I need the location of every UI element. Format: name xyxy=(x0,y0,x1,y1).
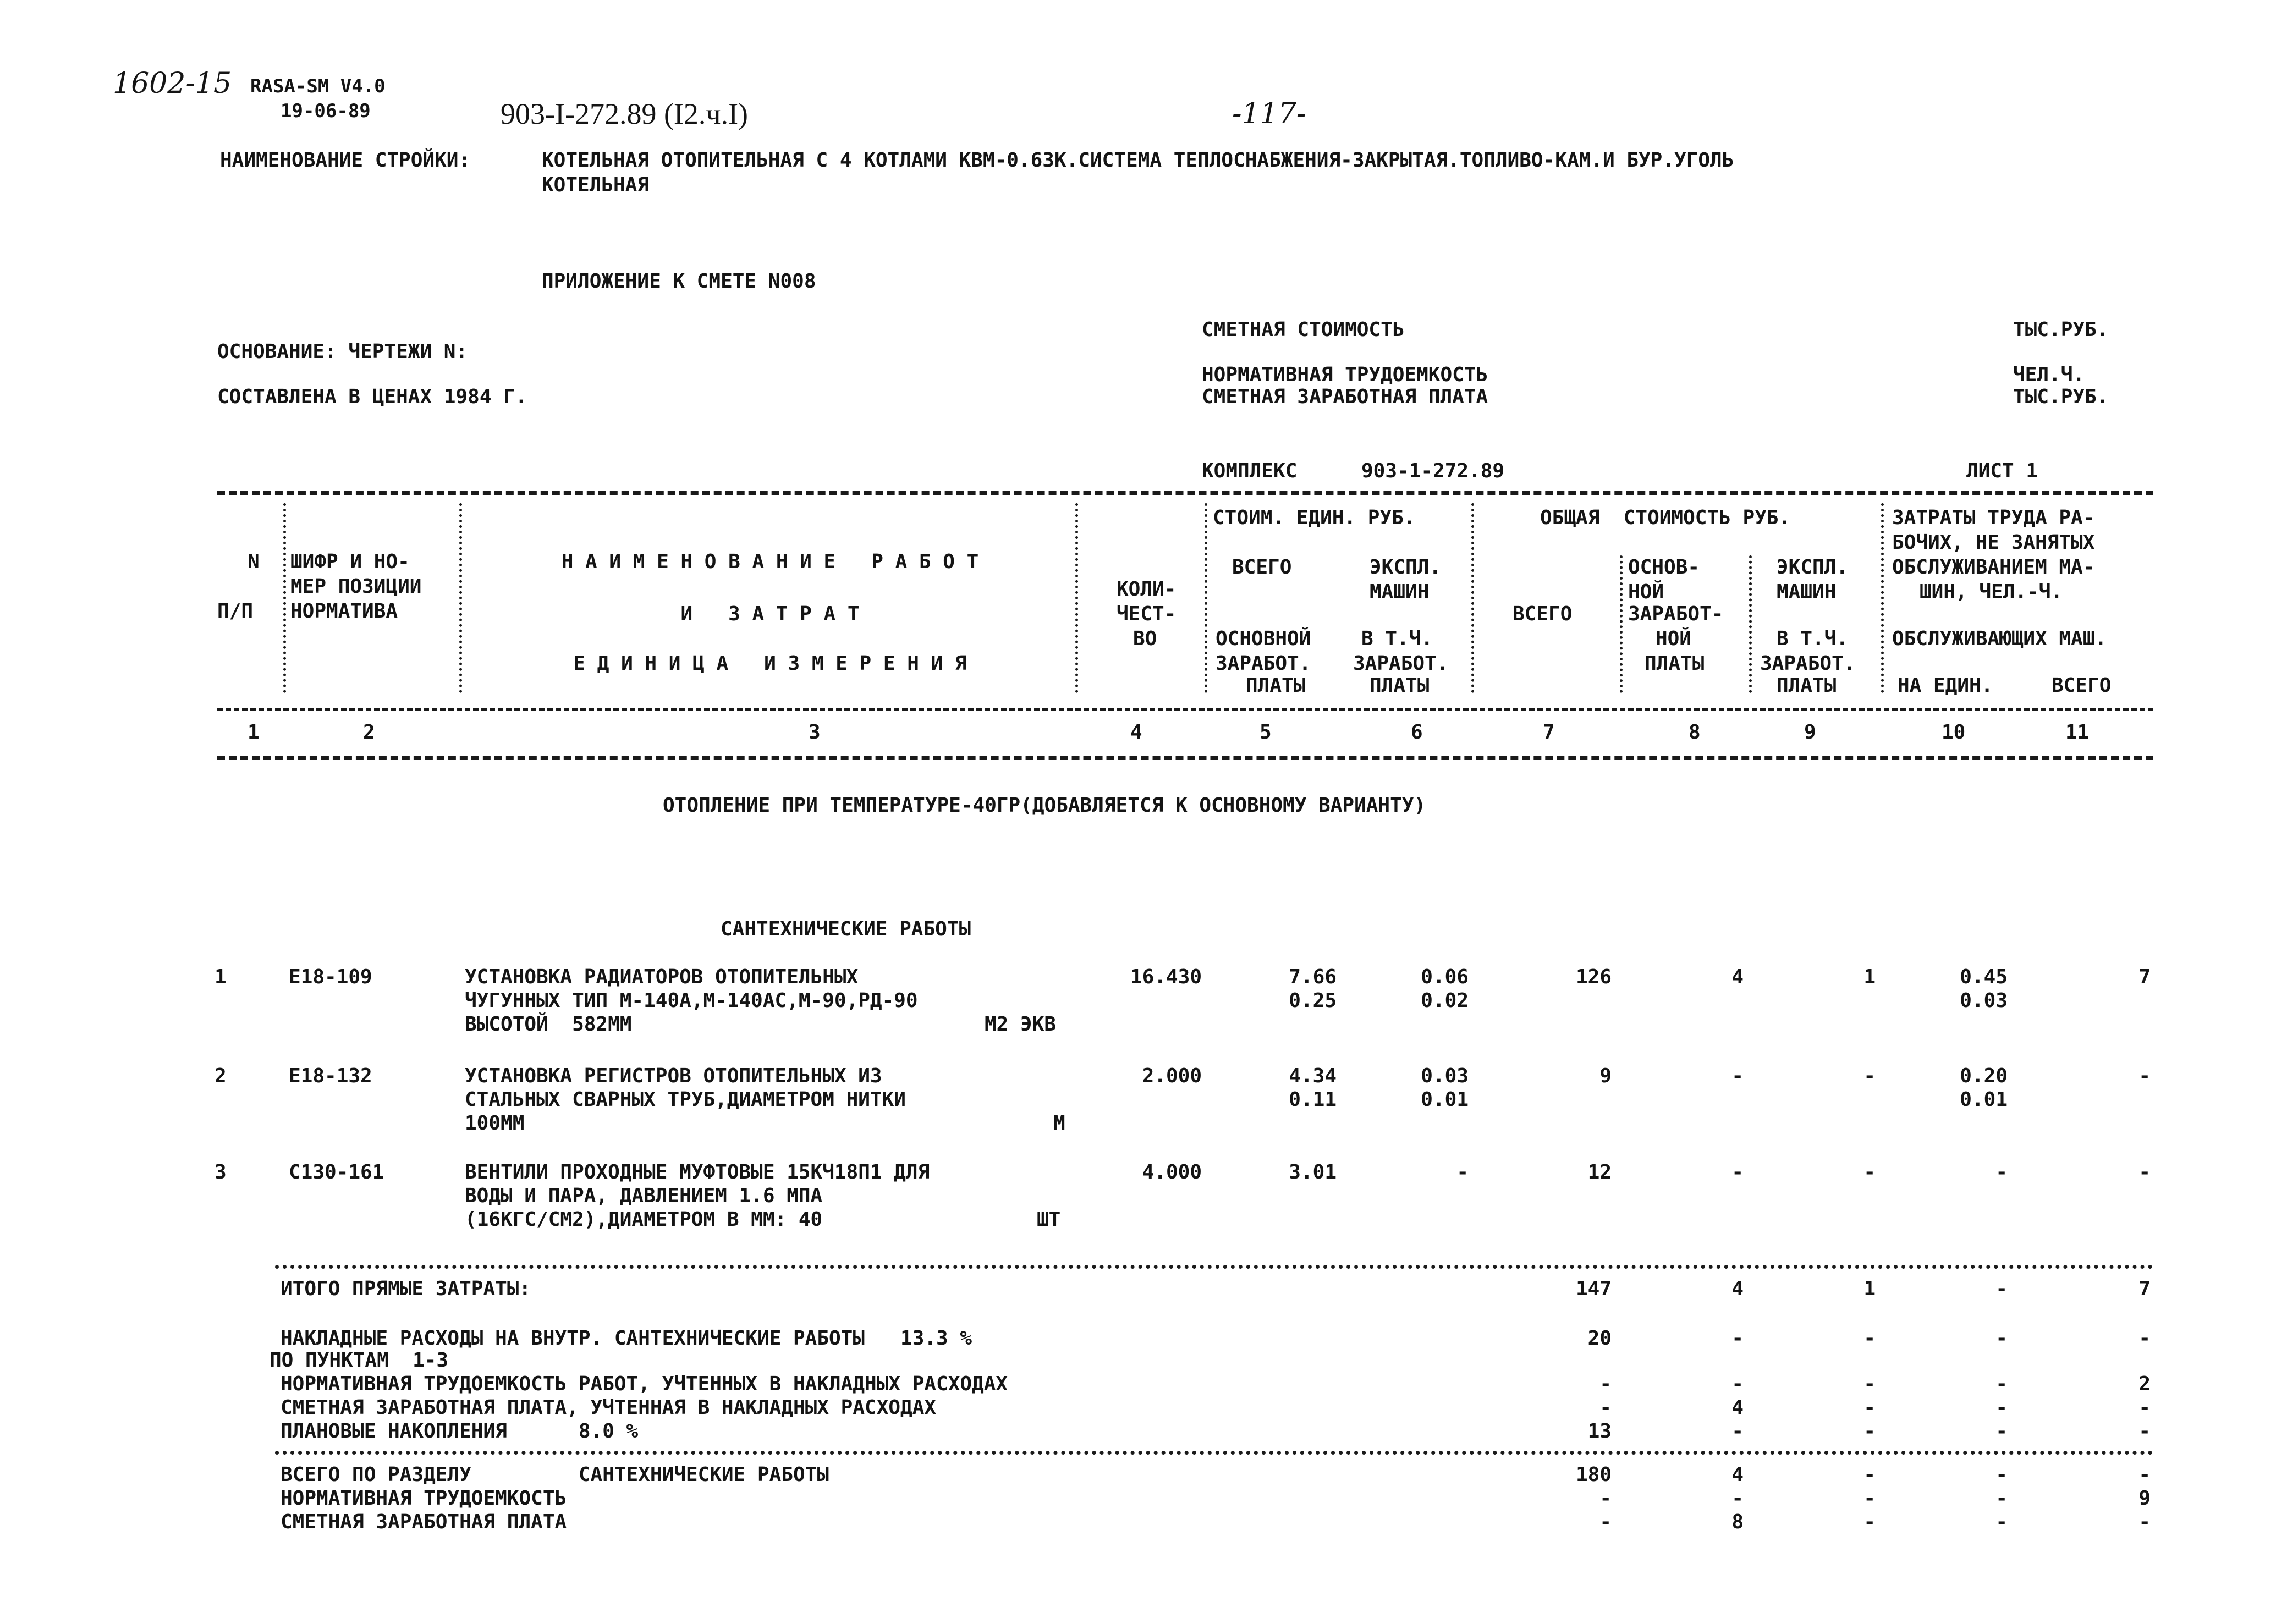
summary-total-wage: - xyxy=(1731,1420,1744,1443)
col-divider xyxy=(1881,503,1884,693)
sub-basic-wage-l5: ПЛАТЫ xyxy=(1645,652,1705,675)
summary-total-wage: - xyxy=(1731,1327,1744,1350)
summary-total-wage: 4 xyxy=(1731,1396,1744,1419)
row-unit-wage: 0.25 xyxy=(1289,989,1337,1012)
summary-labor-total: 7 xyxy=(2138,1278,2151,1300)
summary-total-cost: - xyxy=(1599,1511,1612,1533)
row-total-cost: 126 xyxy=(1575,966,1612,988)
row-unit-machines: - xyxy=(1456,1161,1469,1183)
row-total-machines: 1 xyxy=(1863,966,1876,988)
row-service-per-unit: 0.03 xyxy=(1960,989,2008,1012)
col-number: 11 xyxy=(2065,721,2090,744)
construction-name-label: НАИМЕНОВАНИЕ СТРОЙКИ: xyxy=(220,149,471,172)
summary-labor-total: - xyxy=(2138,1327,2151,1350)
col-qty-l3: ВО xyxy=(1133,627,1157,650)
summary-total-machines: - xyxy=(1863,1373,1876,1395)
row-labor-total: - xyxy=(2138,1161,2151,1183)
col-divider xyxy=(1205,503,1207,693)
sub-total: ВСЕГО xyxy=(1513,603,1573,625)
row-desc-l3: ВЫСОТОЙ 582ММ xyxy=(465,1013,632,1036)
summary-label: ИТОГО ПРЯМЫЕ ЗАТРАТЫ: xyxy=(281,1278,531,1300)
row-total-wage: - xyxy=(1731,1065,1744,1087)
row-total-wage: - xyxy=(1731,1161,1744,1183)
row-unit-machines: 0.06 xyxy=(1421,966,1469,988)
summary-total-cost: 20 xyxy=(1587,1327,1612,1350)
subsection-title: САНТЕХНИЧЕСКИЕ РАБОТЫ xyxy=(721,918,971,940)
summary-total-cost: - xyxy=(1599,1487,1612,1510)
row-unit-cost: 3.01 xyxy=(1289,1161,1337,1183)
col-num-n: N xyxy=(248,550,260,573)
summary-labor-per-unit: - xyxy=(1995,1278,2008,1300)
row-desc-l2: ЧУГУННЫХ ТИП М-140А,М-140АС,М-90,РД-90 xyxy=(465,989,918,1012)
row-number: 1 xyxy=(215,966,227,988)
sub-incl2-l2: ЗАРАБОТ. xyxy=(1760,652,1856,675)
summary-label: НОРМАТИВНАЯ ТРУДОЕМКОСТЬ xyxy=(281,1487,567,1510)
row-code: С130-161 xyxy=(289,1161,384,1183)
sub-incl-l3: ПЛАТЫ xyxy=(1370,674,1430,697)
table-header-bottom-rule xyxy=(217,756,2153,760)
labor-label: НОРМАТИВНАЯ ТРУДОЕМКОСТЬ xyxy=(1202,364,1488,386)
summary-total-cost: 13 xyxy=(1587,1420,1612,1443)
row-number: 3 xyxy=(215,1161,227,1183)
handwritten-reference: 1602-15 xyxy=(113,67,232,100)
wage-unit: ТЫС.РУБ. xyxy=(2013,386,2109,408)
summary-labor-per-unit: - xyxy=(1995,1327,2008,1350)
row-code: Е18-109 xyxy=(289,966,372,988)
print-date: 19-06-89 xyxy=(281,100,371,122)
col-labor-head-l4: ШИН, ЧЕЛ.-Ч. xyxy=(1920,581,2063,603)
col-number: 5 xyxy=(1260,721,1272,744)
summary-labor-total: - xyxy=(2138,1511,2151,1533)
col-divider xyxy=(459,503,462,693)
summary-total-machines: 1 xyxy=(1863,1278,1876,1300)
header-numbers-rule xyxy=(217,708,2153,711)
summary-total-machines: - xyxy=(1863,1420,1876,1443)
section-title: ОТОПЛЕНИЕ ПРИ ТЕМПЕРАТУРЕ-40ГР(ДОБАВЛЯЕТСЯ К ОСНОВНОМУ ВАРИАНТУ) xyxy=(663,794,1426,817)
prices-year: СОСТАВЛЕНА В ЦЕНАХ 1984 Г. xyxy=(217,386,527,408)
construction-name-line2: КОТЕЛЬНАЯ xyxy=(542,174,650,196)
col-divider xyxy=(1471,503,1474,693)
estimated-cost-label: СМЕТНАЯ СТОИМОСТЬ xyxy=(1202,318,1405,341)
col-labor-head-l3: ОБСЛУЖИВАНИЕМ МА- xyxy=(1892,556,2095,579)
summary-labor-per-unit: - xyxy=(1995,1487,2008,1510)
summary-total-cost: - xyxy=(1599,1396,1612,1419)
summary-rule xyxy=(275,1265,2153,1269)
summary-total-wage: 4 xyxy=(1731,1463,1744,1486)
col-number: 2 xyxy=(363,721,375,744)
col-divider xyxy=(1749,555,1752,693)
sub-machines2-l1: ЭКСПЛ. xyxy=(1777,556,1849,579)
summary-labor-total: 2 xyxy=(2138,1373,2151,1395)
appendix-title: ПРИЛОЖЕНИЕ К СМЕТЕ N008 xyxy=(542,270,816,293)
row-number: 2 xyxy=(215,1065,227,1087)
summary-labor-total: 9 xyxy=(2138,1487,2151,1510)
sub-all: ВСЕГО xyxy=(1232,556,1292,579)
summary-label: СМЕТНАЯ ЗАРАБОТНАЯ ПЛАТА xyxy=(281,1511,567,1533)
sheet-number: ЛИСТ 1 xyxy=(1966,460,2038,482)
sub-all2: ВСЕГО xyxy=(2052,674,2112,697)
row-desc-l1: УСТАНОВКА РЕГИСТРОВ ОТОПИТЕЛЬНЫХ ИЗ xyxy=(465,1065,882,1087)
summary-total-cost: 180 xyxy=(1575,1463,1612,1486)
col-code-l2: МЕР ПОЗИЦИИ xyxy=(290,575,422,598)
sub-service: ОБСЛУЖИВАЮЩИХ МАШ. xyxy=(1892,627,2107,650)
col-divider xyxy=(1075,503,1078,693)
wage-label: СМЕТНАЯ ЗАРАБОТНАЯ ПЛАТА xyxy=(1202,386,1488,408)
col-name-l3: Е Д И Н И Ц А И З М Е Р Е Н И Я xyxy=(573,652,967,675)
section-total-rule xyxy=(275,1451,2153,1455)
system-version: RASA-SM V4.0 xyxy=(250,75,386,97)
row-labor-total: - xyxy=(2138,1065,2151,1087)
col-qty-l2: ЧЕСТ- xyxy=(1117,603,1177,625)
summary-total-machines: - xyxy=(1863,1511,1876,1533)
estimated-cost-unit: ТЫС.РУБ. xyxy=(2013,318,2109,341)
table-top-rule xyxy=(217,491,2153,495)
summary-labor-per-unit: - xyxy=(1995,1463,2008,1486)
summary-label: НАКЛАДНЫЕ РАСХОДЫ НА ВНУТР. САНТЕХНИЧЕСКИЕ РАБОТЫ 13.3 % xyxy=(281,1327,972,1350)
sub-basic-l3: ПЛАТЫ xyxy=(1246,674,1306,697)
row-unit-machines-wage: 0.01 xyxy=(1421,1088,1469,1111)
row-unit-machines-wage: 0.02 xyxy=(1421,989,1469,1012)
row-desc-l3: (16КГС/СМ2),ДИАМЕТРОМ В ММ: 40 xyxy=(465,1208,823,1231)
construction-name-line1: КОТЕЛЬНАЯ ОТОПИТЕЛЬНАЯ С 4 КОТЛАМИ КВМ-0.63К.СИСТЕМА ТЕПЛОСНАБЖЕНИЯ-ЗАКРЫТАЯ.ТОПЛИВО-КАМ.И БУР.УГОЛЬ xyxy=(542,149,1734,172)
summary-total-machines: - xyxy=(1863,1487,1876,1510)
sub-incl-l2: ЗАРАБОТ. xyxy=(1353,652,1449,675)
row-desc-l1: УСТАНОВКА РАДИАТОРОВ ОТОПИТЕЛЬНЫХ xyxy=(465,966,859,988)
row-desc-l2: СТАЛЬНЫХ СВАРНЫХ ТРУБ,ДИАМЕТРОМ НИТКИ xyxy=(465,1088,906,1111)
col-divider xyxy=(283,503,286,693)
sub-incl2-l1: В Т.Ч. xyxy=(1777,627,1849,650)
row-desc-l2: ВОДЫ И ПАРА, ДАВЛЕНИЕМ 1.6 МПА xyxy=(465,1185,823,1207)
row-total-wage: 4 xyxy=(1731,966,1744,988)
sub-incl-l1: В Т.Ч. xyxy=(1361,627,1433,650)
basis-label: ОСНОВАНИЕ: ЧЕРТЕЖИ N: xyxy=(217,340,468,363)
col-unit-cost-head: СТОИМ. ЕДИН. РУБ. xyxy=(1213,507,1416,529)
row-total-cost: 12 xyxy=(1587,1161,1612,1183)
summary-total-wage: 8 xyxy=(1731,1511,1744,1533)
summary-labor-per-unit: - xyxy=(1995,1396,2008,1419)
col-qty-l1: КОЛИ- xyxy=(1117,578,1177,601)
col-name-l2: И З А Т Р А Т xyxy=(680,603,860,625)
row-unit: М xyxy=(1053,1112,1065,1135)
sub-machines2-l2: МАШИН xyxy=(1777,581,1837,603)
summary-total-wage: - xyxy=(1731,1373,1744,1395)
col-labor-head-l2: БОЧИХ, НЕ ЗАНЯТЫХ xyxy=(1892,531,2095,554)
sub-machines-l2: МАШИН xyxy=(1370,581,1430,603)
row-labor-per-unit: 0.45 xyxy=(1960,966,2008,988)
sub-basic-wage-l4: НОЙ xyxy=(1656,627,1692,650)
summary-total-cost: 147 xyxy=(1575,1278,1612,1300)
complex-value: 903-1-272.89 xyxy=(1361,460,1505,482)
summary-label: СМЕТНАЯ ЗАРАБОТНАЯ ПЛАТА, УЧТЕННАЯ В НАКЛАДНЫХ РАСХОДАХ xyxy=(281,1396,937,1419)
col-code-l1: ШИФР И НО- xyxy=(290,550,410,573)
summary-label: ВСЕГО ПО РАЗДЕЛУ САНТЕХНИЧЕСКИЕ РАБОТЫ xyxy=(281,1463,829,1486)
sub-incl2-l3: ПЛАТЫ xyxy=(1777,674,1837,697)
sub-basic-wage-l3: ЗАРАБОТ- xyxy=(1628,603,1724,625)
row-unit: ШТ xyxy=(1037,1208,1061,1231)
labor-unit: ЧЕЛ.Ч. xyxy=(2013,364,2085,386)
row-total-machines: - xyxy=(1863,1065,1876,1087)
col-number: 1 xyxy=(248,721,260,744)
summary-label-l2: ПО ПУНКТАМ 1-3 xyxy=(270,1349,449,1372)
summary-label: ПЛАНОВЫЕ НАКОПЛЕНИЯ 8.0 % xyxy=(281,1420,639,1443)
row-unit: М2 ЭКВ xyxy=(985,1013,1057,1036)
col-num-pp: П/П xyxy=(217,600,254,623)
summary-total-cost: - xyxy=(1599,1373,1612,1395)
summary-total-machines: - xyxy=(1863,1396,1876,1419)
row-desc-l1: ВЕНТИЛИ ПРОХОДНЫЕ МУФТОВЫЕ 15КЧ18П1 ДЛЯ xyxy=(465,1161,930,1183)
summary-label: НОРМАТИВНАЯ ТРУДОЕМКОСТЬ РАБОТ, УЧТЕННЫХ В НАКЛАДНЫХ РАСХОДАХ xyxy=(281,1373,1008,1395)
col-number: 3 xyxy=(809,721,821,744)
row-unit-cost: 7.66 xyxy=(1289,966,1337,988)
summary-total-wage: 4 xyxy=(1731,1278,1744,1300)
page-number: -117- xyxy=(1232,97,1306,130)
row-labor-total: 7 xyxy=(2138,966,2151,988)
col-code-l3: НОРМАТИВА xyxy=(290,600,398,623)
summary-labor-per-unit: - xyxy=(1995,1420,2008,1443)
row-quantity: 4.000 xyxy=(1142,1161,1202,1183)
col-name-l1: Н А И М Е Н О В А Н И Е Р А Б О Т xyxy=(561,550,979,573)
col-total-cost-head: ОБЩАЯ СТОИМОСТЬ РУБ. xyxy=(1540,507,1791,529)
row-quantity: 16.430 xyxy=(1130,966,1202,988)
row-service-per-unit: 0.01 xyxy=(1960,1088,2008,1111)
col-number: 10 xyxy=(1942,721,1966,744)
summary-total-machines: - xyxy=(1863,1327,1876,1350)
col-labor-head-l1: ЗАТРАТЫ ТРУДА РА- xyxy=(1892,507,2095,529)
row-labor-per-unit: 0.20 xyxy=(1960,1065,2008,1087)
col-number: 4 xyxy=(1130,721,1142,744)
summary-labor-total: - xyxy=(2138,1396,2151,1419)
summary-labor-per-unit: - xyxy=(1995,1373,2008,1395)
sub-basic-wage-l1: ОСНОВ- xyxy=(1628,556,1700,579)
row-labor-per-unit: - xyxy=(1995,1161,2008,1183)
col-divider xyxy=(1620,555,1623,693)
summary-labor-total: - xyxy=(2138,1420,2151,1443)
summary-labor-per-unit: - xyxy=(1995,1511,2008,1533)
project-number: 903-I-272.89 (I2.ч.I) xyxy=(501,97,749,130)
sub-basic-wage-l2: НОЙ xyxy=(1628,581,1664,603)
row-total-cost: 9 xyxy=(1599,1065,1612,1087)
sub-basic-l1: ОСНОВНОЙ xyxy=(1216,627,1311,650)
col-number: 6 xyxy=(1411,721,1423,744)
summary-total-wage: - xyxy=(1731,1487,1744,1510)
complex-label: КОМПЛЕКС xyxy=(1202,460,1298,482)
col-number: 7 xyxy=(1543,721,1555,744)
summary-total-machines: - xyxy=(1863,1463,1876,1486)
row-unit-cost: 4.34 xyxy=(1289,1065,1337,1087)
sub-basic-l2: ЗАРАБОТ. xyxy=(1216,652,1311,675)
summary-labor-total: - xyxy=(2138,1463,2151,1486)
row-unit-machines: 0.03 xyxy=(1421,1065,1469,1087)
col-number: 8 xyxy=(1689,721,1701,744)
row-desc-l3: 100ММ xyxy=(465,1112,525,1135)
col-number: 9 xyxy=(1804,721,1816,744)
sub-per-unit: НА ЕДИН. xyxy=(1898,674,1993,697)
row-total-machines: - xyxy=(1863,1161,1876,1183)
row-unit-wage: 0.11 xyxy=(1289,1088,1337,1111)
sub-machines-l1: ЭКСПЛ. xyxy=(1370,556,1442,579)
row-code: Е18-132 xyxy=(289,1065,372,1087)
row-quantity: 2.000 xyxy=(1142,1065,1202,1087)
